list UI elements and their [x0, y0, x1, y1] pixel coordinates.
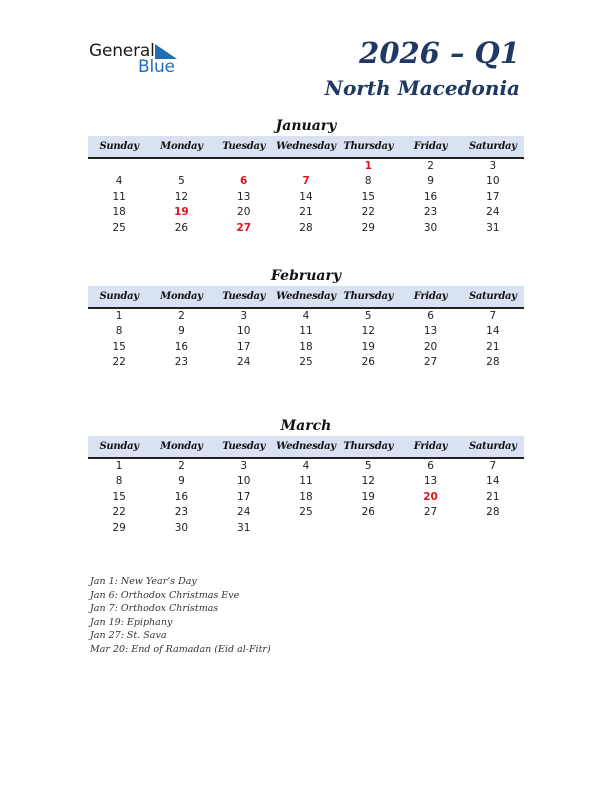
holiday-entry: Jan 6: Orthodox Christmas Eve [90, 589, 240, 601]
day-cell: 13 [423, 325, 438, 338]
day-cell: 23 [174, 506, 189, 519]
day-cell: 12 [361, 325, 375, 338]
month-name: January [275, 118, 337, 134]
day-cell: 15 [112, 340, 126, 353]
day-cell: 12 [174, 190, 189, 203]
day-cell: 10 [237, 325, 251, 338]
day-cell: 15 [361, 190, 375, 203]
day-cell: 8 [364, 175, 372, 188]
day-cell: 28 [486, 356, 500, 369]
day-cell: 22 [112, 356, 126, 369]
weekday-saturday: Saturday [468, 291, 517, 302]
holiday-list [90, 575, 271, 657]
day-cell: 13 [237, 190, 251, 203]
day-cell: 21 [486, 340, 500, 353]
weekday-wednesday: Wednesday [276, 441, 336, 452]
day-cell: 29 [361, 221, 375, 234]
day-cell: 5 [178, 175, 185, 188]
day-cell: 1 [115, 460, 123, 472]
holiday-entry: Jan 27: St. Sava [90, 630, 167, 642]
week-row [88, 205, 524, 220]
day-cell: 31 [237, 521, 251, 534]
week-row [88, 174, 524, 189]
month-calendar-march [88, 416, 524, 536]
day-cell: 9 [178, 475, 185, 488]
weekday-tuesday: Tuesday [222, 141, 266, 152]
day-cell: 5 [364, 460, 372, 472]
weekday-saturday: Saturday [468, 441, 517, 452]
empty-day-cell [275, 159, 337, 174]
weekday-friday: Friday [413, 291, 448, 302]
day-cell: 7 [489, 310, 497, 322]
day-cell: 25 [299, 506, 313, 519]
week-row [88, 324, 524, 339]
day-cell: 23 [174, 356, 189, 369]
holiday-entry: Jan 1: New Year’s Day [90, 576, 197, 587]
day-cell: 25 [299, 356, 313, 369]
day-cell: 22 [112, 506, 126, 519]
holiday-entry: Mar 20: End of Ramadan (Eid al-Fitr) [90, 643, 271, 655]
day-cell: 26 [361, 506, 375, 519]
weekday-thursday: Thursday [343, 441, 394, 452]
month-name: February [270, 268, 341, 284]
holiday-day-cell: 1 [364, 160, 372, 172]
day-cell: 4 [302, 310, 310, 322]
day-cell: 16 [174, 490, 189, 503]
day-cell: 14 [299, 190, 313, 203]
week-row [88, 190, 524, 205]
day-cell: 26 [174, 221, 189, 234]
day-cell: 18 [299, 490, 313, 503]
day-cell: 27 [423, 506, 438, 519]
empty-day-cell [213, 159, 275, 174]
day-cell: 9 [178, 325, 185, 338]
weekday-thursday: Thursday [343, 141, 394, 152]
day-cell: 13 [423, 475, 438, 488]
day-cell: 30 [423, 221, 438, 234]
weekday-wednesday: Wednesday [276, 291, 336, 302]
day-cell: 6 [427, 310, 434, 322]
week-row [88, 459, 524, 474]
weekday-wednesday: Wednesday [276, 141, 336, 152]
day-cell: 20 [423, 340, 438, 353]
holiday-day-cell: 7 [302, 175, 310, 188]
week-row [88, 355, 524, 370]
day-cell: 11 [112, 190, 126, 203]
holiday-day-cell: 19 [174, 206, 189, 219]
day-cell: 2 [427, 160, 434, 172]
weekday-monday: Monday [160, 441, 203, 452]
day-cell: 31 [486, 221, 500, 234]
day-cell: 16 [174, 340, 189, 353]
day-cell: 18 [299, 340, 313, 353]
day-cell: 14 [486, 475, 500, 488]
day-cell: 21 [299, 206, 313, 219]
day-cell: 4 [302, 460, 310, 472]
weekday-tuesday: Tuesday [222, 441, 266, 452]
day-cell: 1 [115, 310, 123, 322]
brand-logo [89, 41, 189, 77]
weekday-header [88, 286, 524, 309]
day-cell: 24 [486, 206, 500, 219]
holiday-day-cell: 27 [236, 221, 252, 234]
day-cell: 9 [427, 175, 434, 188]
day-cell: 2 [178, 310, 185, 322]
day-cell: 19 [361, 490, 375, 503]
day-cell: 24 [237, 356, 251, 369]
day-cell: 20 [237, 206, 251, 219]
country-name: North Macedonia [324, 76, 520, 100]
day-cell: 8 [115, 325, 123, 338]
weekday-saturday: Saturday [468, 141, 517, 152]
day-cell: 2 [178, 460, 185, 472]
week-row [88, 159, 524, 174]
week-row [88, 221, 524, 236]
month-calendar-february [88, 266, 524, 371]
empty-day-cell [275, 521, 337, 536]
day-cell: 16 [423, 190, 438, 203]
weekday-sunday: Sunday [99, 441, 139, 452]
day-cell: 30 [174, 521, 189, 534]
empty-day-cell [88, 159, 150, 174]
day-cell: 25 [112, 221, 126, 234]
weekday-sunday: Sunday [99, 291, 139, 302]
holiday-entry: Jan 19: Epiphany [90, 616, 173, 628]
weekday-sunday: Sunday [99, 141, 139, 152]
day-cell: 3 [489, 160, 497, 172]
page-title: 2026 – Q1 [359, 36, 520, 70]
day-cell: 3 [240, 460, 248, 472]
day-cell: 19 [361, 340, 375, 353]
brand-name-blue: Blue [138, 57, 175, 77]
week-row [88, 505, 524, 520]
day-cell: 14 [486, 325, 500, 338]
day-cell: 22 [361, 206, 375, 219]
day-cell: 3 [240, 310, 248, 322]
empty-day-cell [462, 521, 524, 536]
week-row [88, 474, 524, 489]
day-cell: 18 [112, 206, 126, 219]
day-cell: 10 [237, 475, 251, 488]
brand-name-general: General [89, 41, 155, 61]
day-cell: 11 [299, 475, 313, 488]
empty-day-cell [150, 159, 212, 174]
day-cell: 21 [486, 490, 500, 503]
weekday-friday: Friday [413, 141, 448, 152]
day-cell: 7 [489, 460, 497, 472]
weekday-tuesday: Tuesday [222, 291, 266, 302]
day-grid [88, 459, 524, 536]
weekday-header [88, 136, 524, 159]
week-row [88, 309, 524, 324]
empty-day-cell [337, 521, 399, 536]
day-cell: 28 [299, 221, 313, 234]
holiday-day-cell: 6 [240, 175, 248, 188]
weekday-header [88, 436, 524, 459]
day-cell: 5 [364, 310, 372, 322]
week-row [88, 340, 524, 355]
empty-day-cell [399, 521, 461, 536]
day-cell: 4 [115, 175, 123, 188]
day-cell: 24 [237, 506, 251, 519]
week-row [88, 521, 524, 536]
day-cell: 15 [112, 490, 126, 503]
day-cell: 23 [423, 206, 438, 219]
day-grid [88, 159, 524, 236]
weekday-friday: Friday [413, 441, 448, 452]
day-cell: 27 [423, 356, 438, 369]
day-cell: 17 [237, 340, 251, 353]
day-grid [88, 309, 524, 371]
holiday-day-cell: 20 [423, 490, 438, 503]
weekday-monday: Monday [160, 141, 203, 152]
day-cell: 6 [427, 460, 434, 472]
day-cell: 17 [486, 190, 500, 203]
month-calendar-january [88, 116, 524, 236]
day-cell: 29 [112, 521, 126, 534]
weekday-thursday: Thursday [343, 291, 394, 302]
day-cell: 12 [361, 475, 375, 488]
day-cell: 17 [237, 490, 251, 503]
holiday-entry: Jan 7: Orthodox Christmas [90, 603, 219, 615]
month-name: March [280, 418, 332, 434]
day-cell: 28 [486, 506, 500, 519]
day-cell: 11 [299, 325, 313, 338]
day-cell: 10 [486, 175, 500, 188]
week-row [88, 490, 524, 505]
day-cell: 26 [361, 356, 375, 369]
day-cell: 8 [115, 475, 123, 488]
weekday-monday: Monday [160, 291, 203, 302]
